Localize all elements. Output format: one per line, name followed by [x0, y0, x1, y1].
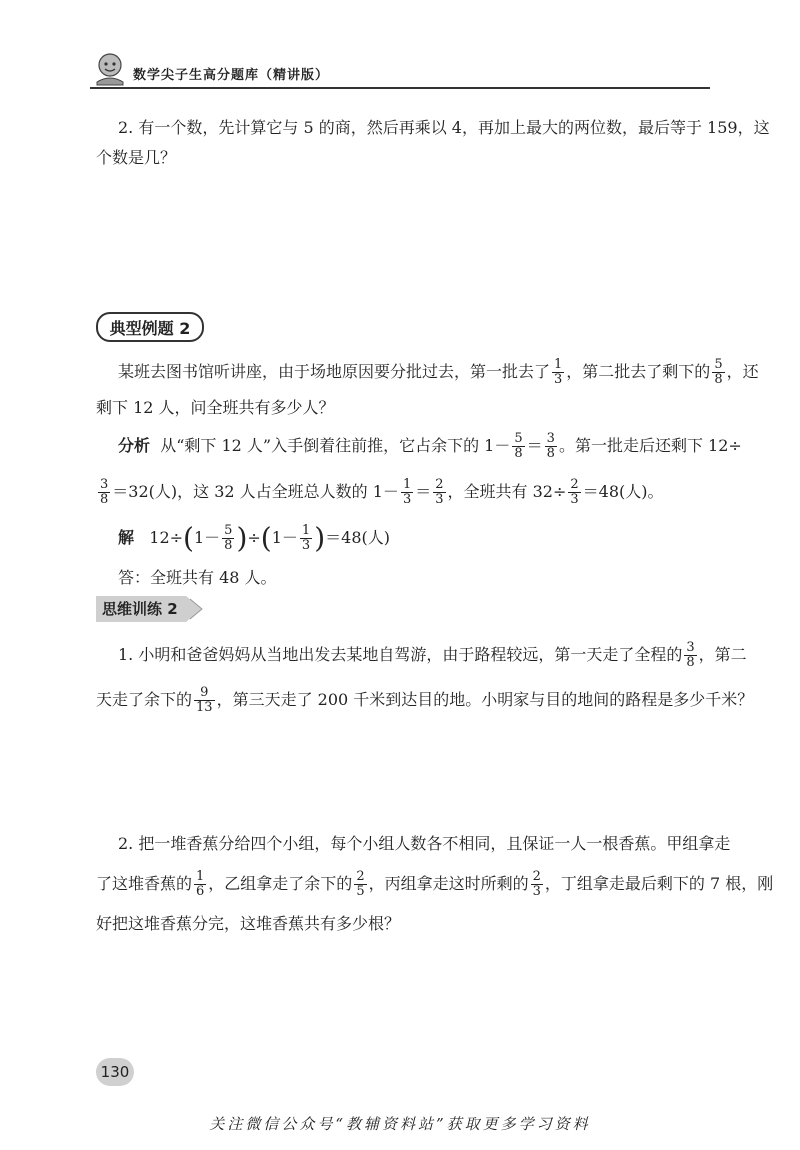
footer-note: 关注微信公众号“教辅资料站”获取更多学习资料: [209, 1115, 591, 1133]
denominator: 3: [435, 492, 444, 507]
text: ，乙组拿走了余下的: [208, 874, 353, 893]
denominator: 13: [196, 700, 213, 715]
header-rule: [90, 87, 710, 89]
header-logo: [93, 52, 127, 86]
text: ，第二: [698, 645, 747, 664]
text: 1－: [271, 528, 298, 547]
example-question-line2: 剩下 12 人，问全班共有多少人？: [96, 398, 335, 417]
training-p1-line2: [96, 686, 753, 715]
numerator: 5: [224, 523, 233, 538]
denominator: 5: [356, 884, 365, 899]
analysis-line2: [96, 478, 664, 507]
training-p2-line1: 2. 把一堆香蕉分给四个小组，每个小组人数各不相同，且保证一人一根香蕉。甲组拿走: [118, 834, 731, 853]
text: ，还: [726, 362, 759, 381]
example-question-line1: [118, 358, 759, 387]
paren-open: (: [183, 521, 194, 555]
numerator: 5: [514, 431, 523, 446]
training-heading: [96, 596, 204, 622]
text: 从“剩下 12 人”入手倒着往前推，它占余下的 1－: [160, 436, 511, 455]
fraction: [684, 641, 696, 670]
paren-close: ): [314, 521, 326, 555]
text: 了这堆香蕉的: [96, 874, 193, 893]
denominator: 3: [570, 492, 579, 507]
analysis-line1: [118, 432, 742, 461]
fraction: [712, 358, 724, 387]
numerator: 2: [532, 869, 541, 884]
text: ，第三天走了 200 千米到达目的地。小明家与目的地间的路程是多少千米？: [216, 690, 754, 709]
fraction: [300, 524, 312, 553]
answer-line: 答：全班共有 48 人。: [118, 568, 277, 587]
denominator: 3: [301, 538, 311, 553]
denominator: 8: [100, 492, 109, 507]
denominator: 8: [714, 372, 723, 387]
fraction: [194, 870, 206, 899]
text: ，丙组拿走这时所剩的: [368, 874, 529, 893]
text: ，第二批去了剩下的: [566, 362, 711, 381]
fraction: [545, 432, 557, 461]
numerator: 3: [546, 431, 555, 446]
fraction: [222, 524, 234, 553]
training-p1-line1: [118, 641, 747, 670]
numerator: 3: [100, 477, 109, 492]
paren-close: ): [236, 521, 248, 555]
fraction: [98, 478, 110, 507]
analysis-label: 分析: [118, 436, 151, 455]
denominator: 6: [196, 884, 205, 899]
numerator: 3: [686, 640, 695, 655]
fraction: [401, 478, 413, 507]
solution-label: 解: [118, 528, 135, 547]
text: ，丁组拿走最后剩下的 7 根，刚: [544, 874, 774, 893]
text: 某班去图书馆听讲座，由于场地原因要分批过去，第一批去了: [118, 362, 551, 381]
fraction: [512, 432, 524, 461]
header-title: 数学尖子生高分题库（精讲版）: [133, 68, 330, 83]
fraction: [568, 478, 580, 507]
fraction: [194, 686, 215, 715]
text: 12÷: [149, 528, 184, 547]
training-p2-line2: [96, 870, 773, 899]
solution-line: [118, 521, 390, 555]
training-p2-line3: 好把这堆香蕉分完，这堆香蕉共有多少根？: [96, 914, 401, 933]
text: ＝: [526, 436, 543, 455]
text: ＝48(人)。: [582, 482, 664, 501]
numerator: 2: [435, 477, 444, 492]
text: ，全班共有 32÷: [447, 482, 567, 501]
fraction: [531, 870, 543, 899]
text: ＝: [415, 482, 432, 501]
text: ÷: [247, 528, 261, 547]
denominator: 8: [224, 538, 233, 553]
text: 1－: [193, 528, 221, 547]
denominator: 8: [686, 655, 695, 670]
fraction: [354, 870, 366, 899]
page-number: 130: [96, 1058, 134, 1086]
denominator: 8: [514, 446, 523, 461]
text: ＝32(人)，这 32 人占全班总人数的 1－: [112, 482, 399, 501]
problem-prev-line1: 2. 有一个数，先计算它与 5 的商，然后再乘以 4，再加上最大的两位数，最后等于 159，这: [118, 118, 770, 137]
fraction: [433, 478, 445, 507]
arrow-icon: [186, 596, 204, 622]
training-label: 思维训练 2: [96, 596, 186, 622]
text: 天走了余下的: [96, 690, 193, 709]
numerator: 9: [194, 686, 215, 701]
numerator: 1: [554, 357, 563, 372]
denominator: 3: [402, 492, 412, 507]
fraction: [552, 358, 564, 387]
text: ＝48(人): [325, 528, 390, 547]
problem-prev-line2: 个数是几？: [96, 148, 177, 167]
numerator: 1: [402, 477, 412, 492]
numerator: 2: [356, 869, 365, 884]
numerator: 1: [301, 523, 311, 538]
numerator: 2: [570, 477, 579, 492]
denominator: 3: [532, 884, 541, 899]
text: 。第一批走后还剩下 12÷: [558, 436, 742, 455]
denominator: 8: [546, 446, 555, 461]
denominator: 3: [554, 372, 563, 387]
paren-open: (: [260, 521, 272, 555]
numerator: 5: [714, 357, 723, 372]
example-heading: 典型例题 2: [96, 312, 204, 342]
numerator: 1: [196, 869, 205, 884]
text: 1. 小明和爸爸妈妈从当地出发去某地自驾游，由于路程较远，第一天走了全程的: [118, 645, 683, 664]
